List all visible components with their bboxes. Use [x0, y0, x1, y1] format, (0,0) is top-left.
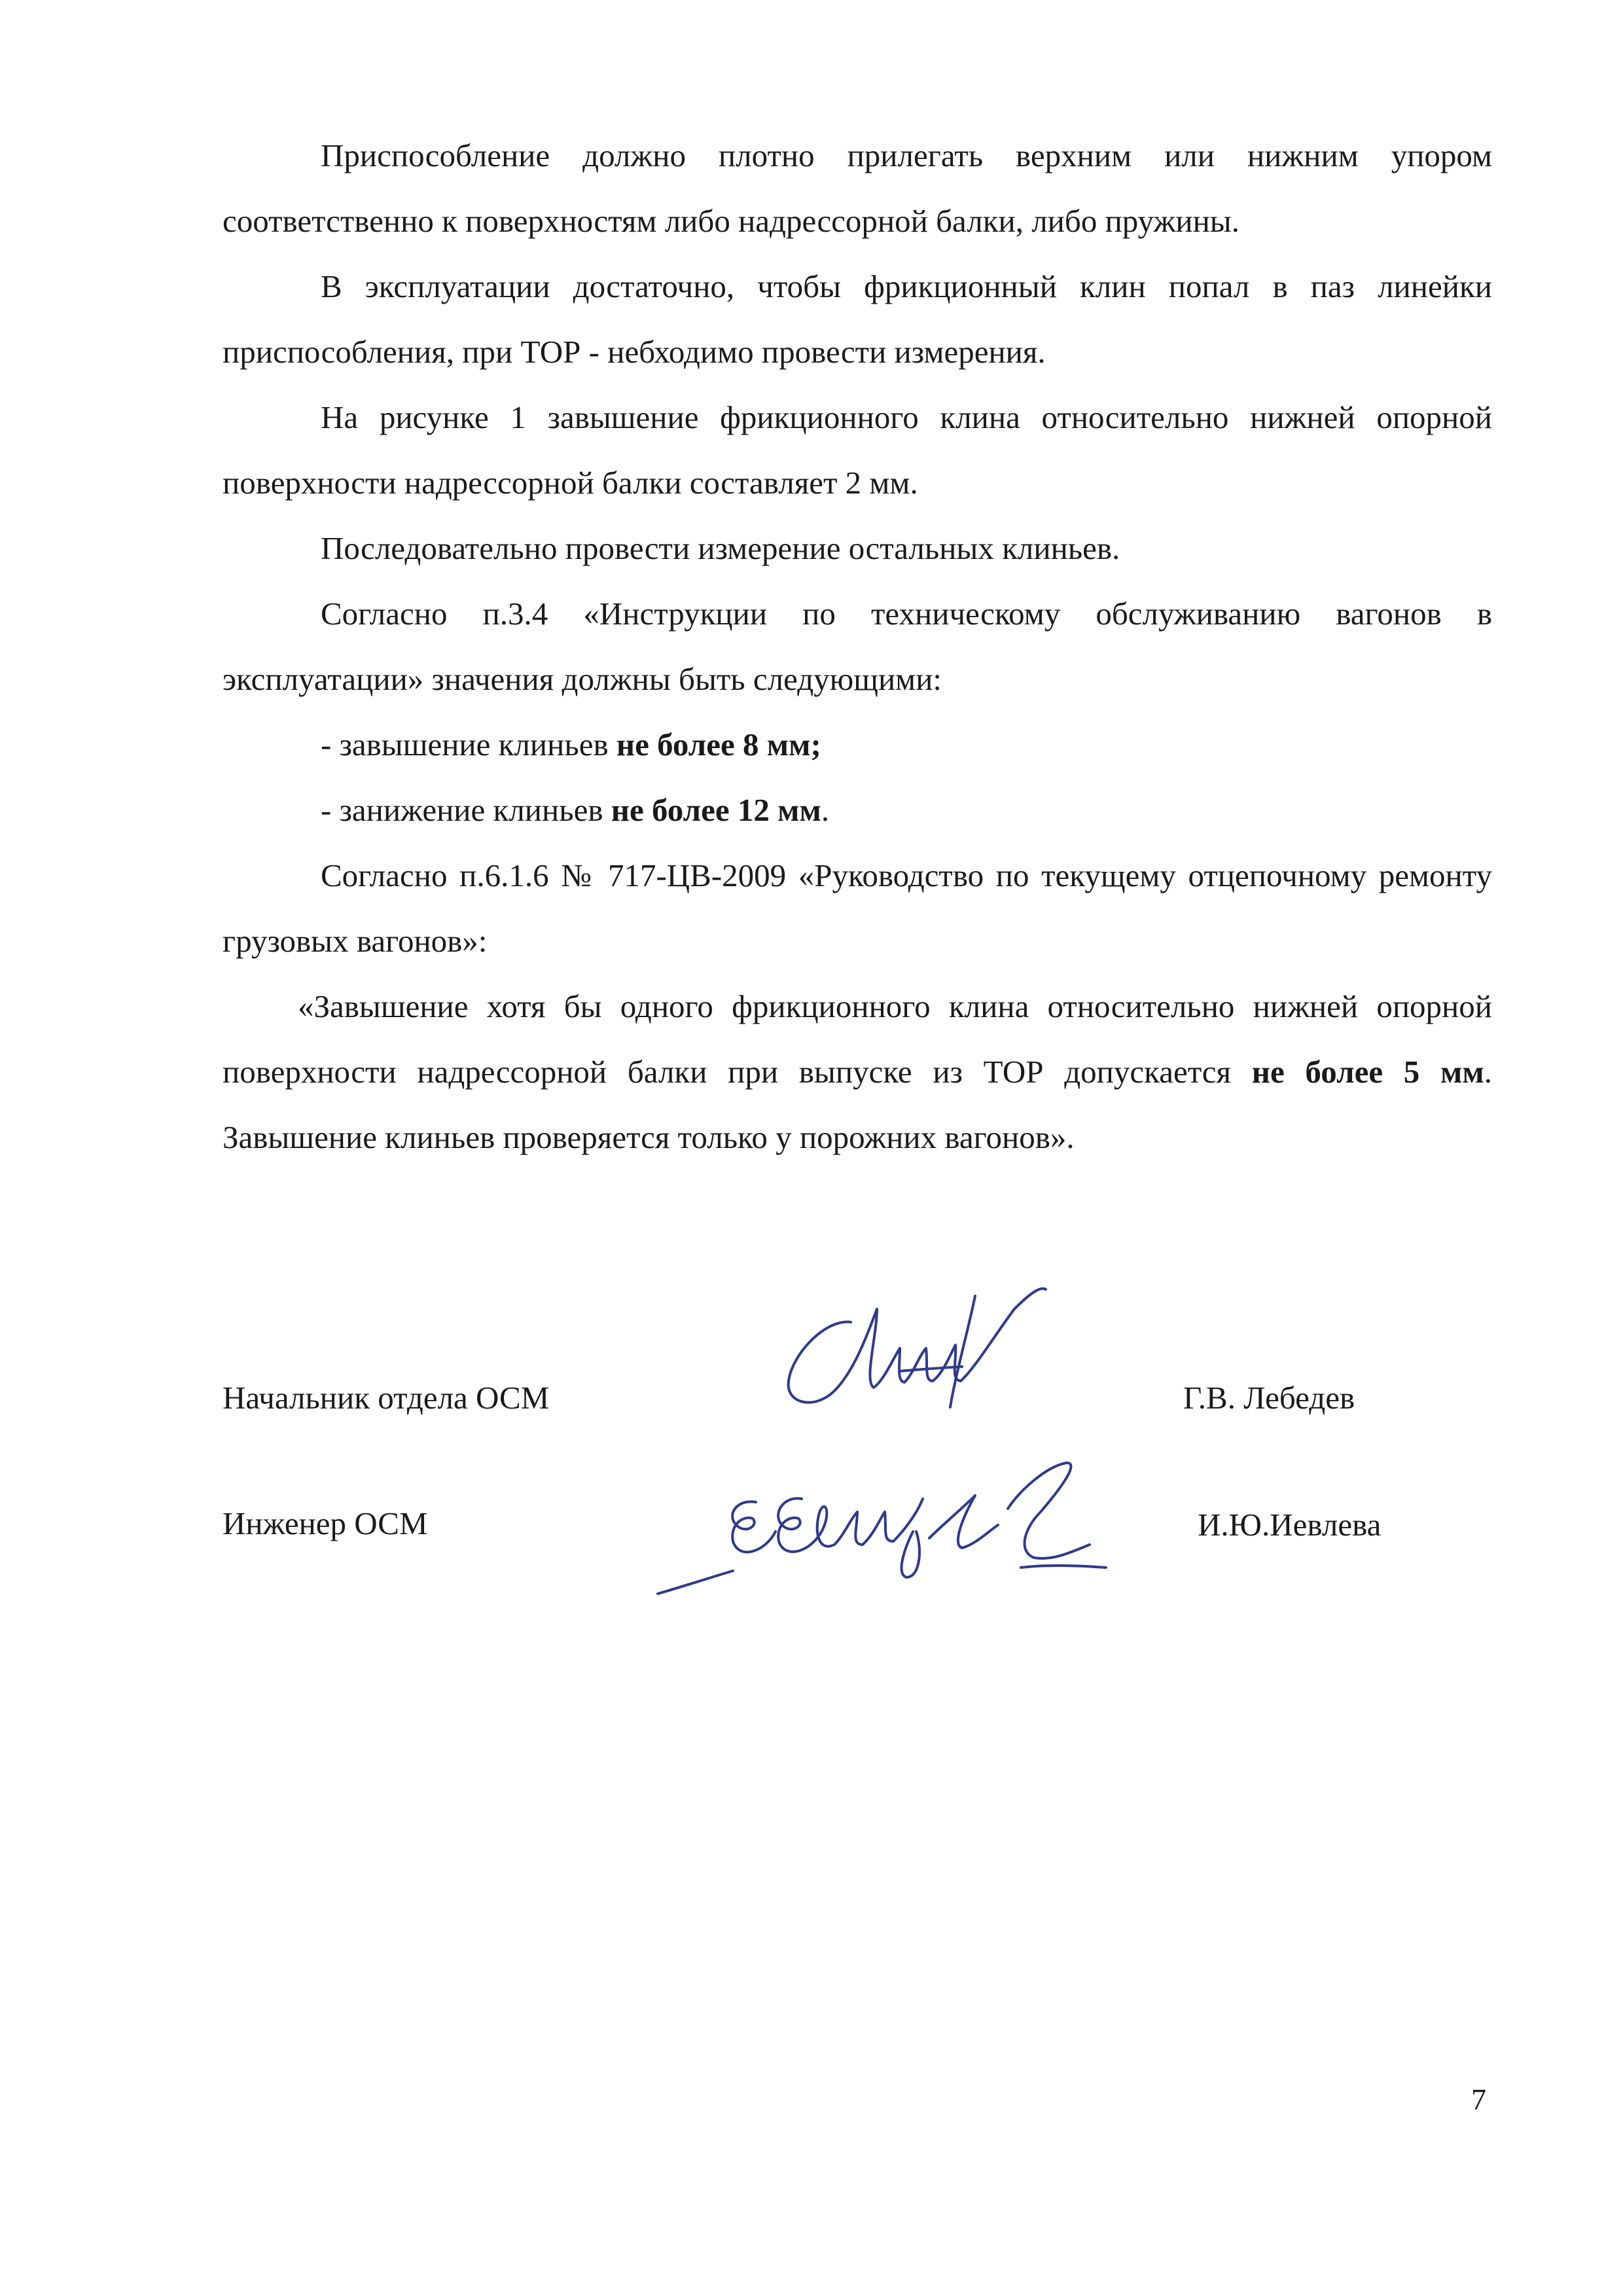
signer-2-name: И.Ю.Иевлева: [1198, 1507, 1382, 1543]
signer-1-title: Начальник отдела ОСМ: [223, 1380, 550, 1416]
list-item-limit: не более 8 мм;: [616, 726, 821, 762]
paragraph-quote: [223, 974, 1492, 1170]
list-item-limit: не более 12 мм: [611, 792, 821, 828]
paragraph-fixture-fit: Приспособление должно плотно прилегать верхним или нижним упором соответственно к поверхностям либо надрессорной балки, либо пружины.: [223, 137, 1492, 239]
list-item-text: - завышение клиньев: [321, 726, 616, 762]
quote-part-2: . Завышение клиньев проверяется только у порожних вагонов».: [223, 1054, 1492, 1155]
body-text: [223, 123, 1492, 1170]
paragraph-instruction-ref: Согласно п.3.4 «Инструкции по техническому обслуживанию вагонов в эксплуатации» значения должны быть следующими:: [223, 596, 1492, 697]
quote-limit: не более 5 мм: [1251, 1054, 1484, 1090]
paragraph-figure-1: На рисунке 1 завышение фрикционного клина относительно нижней опорной поверхности надрессорной балки составляет 2 мм.: [223, 399, 1492, 501]
list-item-raise: [223, 712, 1492, 778]
list-item-tail: .: [821, 792, 830, 828]
paragraph-measure-rest: Последовательно провести измерение остальных клиньев.: [321, 530, 1120, 566]
page-number: 7: [1471, 2083, 1486, 2116]
signer-2-title: Инженер ОСМ: [223, 1505, 428, 1541]
list-item-text: - занижение клиньев: [321, 792, 611, 828]
signature-1-image: [779, 1283, 1093, 1427]
signer-1-name: Г.В. Лебедев: [1183, 1380, 1355, 1416]
quote-part-1: «Завышение хотя бы одного фрикционного клина относительно нижней опорной поверхности надрессорной балки при выпуске из ТОР допускается: [223, 988, 1492, 1090]
paragraph-guide-ref: Согласно п.6.1.6 № 717-ЦВ-2009 «Руководство по текущему отцепочному ремонту грузовых вагонов»:: [223, 857, 1492, 959]
list-item-lower: [223, 778, 1492, 843]
paragraph-operation: В эксплуатации достаточно, чтобы фрикционный клин попал в паз линейки приспособления, при ТОР - небходимо провести измерения.: [223, 268, 1492, 370]
signature-2-image: [654, 1453, 1113, 1604]
